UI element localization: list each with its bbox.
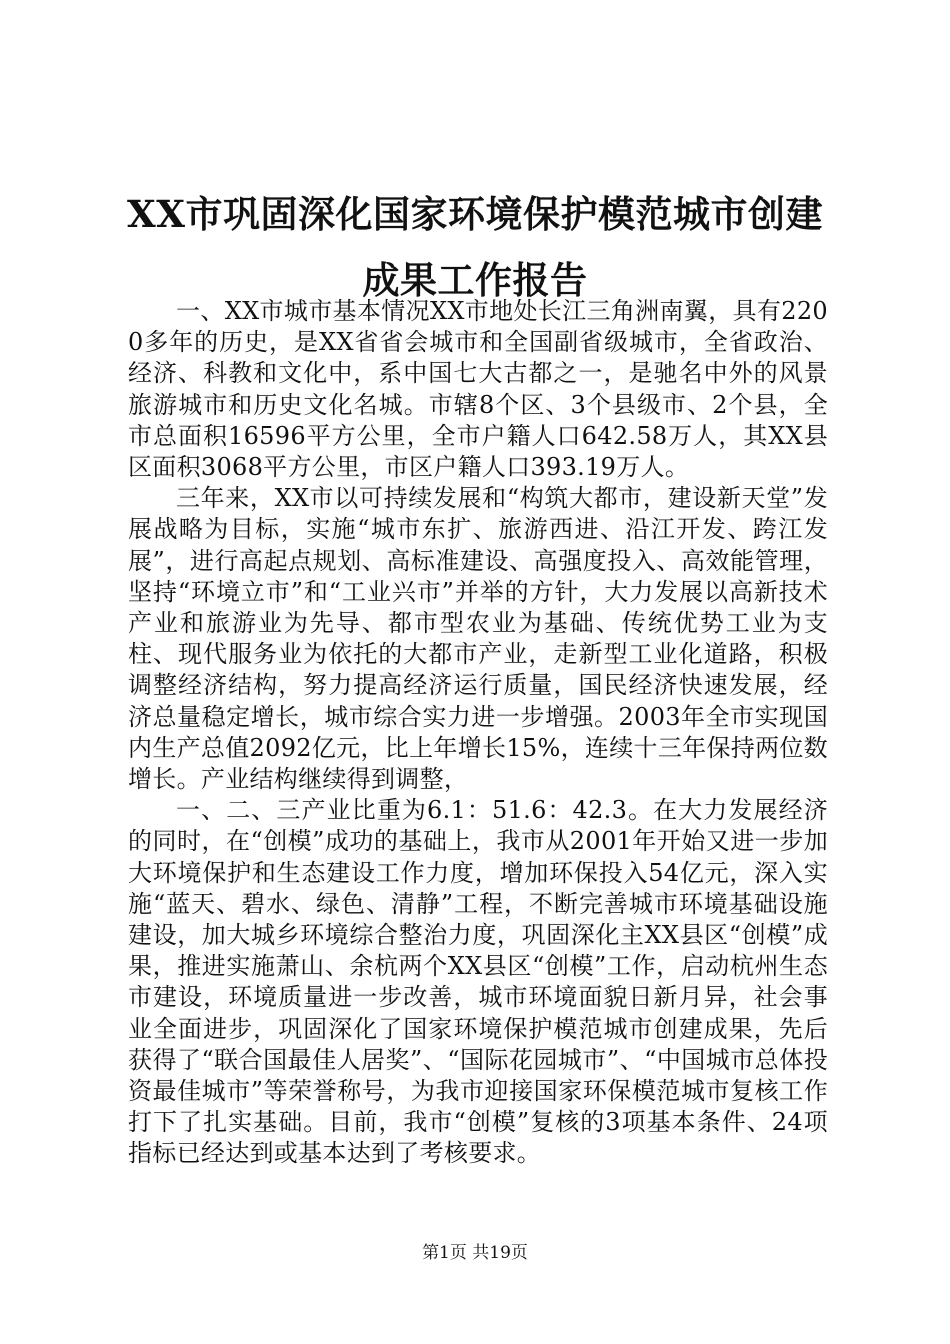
page-number-footer: 第1页 共19页 <box>422 1243 528 1263</box>
paragraph-development: 三年来，XX市以可持续发展和“构筑大都市，建设新天堂”发展战略为目标，实施“城市东扩、旅游西进、沿江开发、跨江发展”，进行高起点规划、高标准建设、高强度投入、高效能管理，坚持“环境立市”和“工业兴市”并举的方针，大力发展以高新技术产业和旅游业为先导、都市型农业为基础、传统优势工业为支柱、现代服务业为依托的大都市产业，走新型工业化道路，积极调整经济结构，努力提高经济运行质量，国民经济快速发展，经济总量稳定增长，城市综合实力进一步增强。2003年全市实现国内生产总值2092亿元，比上年增长15%，连续十三年保持两位数增长。产业结构继续得到调整， <box>128 484 828 794</box>
paragraph-environment: 一、二、三产业比重为6.1：51.6：42.3。在大力发展经济的同时，在“创模”成功的基础上，我市从2001年开始又进一步加大环境保护和生态建设工作力度，增加环保投入54亿元，深入实施“蓝天、碧水、绿色、清静”工程，不断完善城市环境基础设施建设，加大城乡环境综合整治力度，巩固深化主XX县区“创模”成果，推进实施萧山、余杭两个XX县区“创模”工作，启动杭州生态市建设，环境质量进一步改善，城市环境面貌日新月异，社会事业全面进步，巩固深化了国家环境保护模范城市创建成果，先后获得了“联合国最佳人居奖”、“国际花园城市”、“中国城市总体投资最佳城市”等荣誉称号，为我市迎接国家环保模范城市复核工作打下了扎实基础。目前，我市“创模”复核的3项基本条件、24项指标已经达到或基本达到了考核要求。 <box>128 796 828 1168</box>
document-title: XX市巩固深化国家环境保护模范城市创建成果工作报告 <box>127 191 823 302</box>
document-body <box>128 296 828 1170</box>
paragraph-city-overview: 一、XX市城市基本情况XX市地处长江三角洲南翼，具有2200多年的历史，是XX省省会城市和全国副省级城市，全省政治、经济、科教和文化中，系中国七大古都之一，是驰名中外的风景旅游城市和历史文化名城。市辖8个区、3个县级市、2个县，全市总面积16596平方公里，全市户籍人口642.58万人，其XX县区面积3068平方公里，市区户籍人口393.19万人。 <box>128 297 828 482</box>
